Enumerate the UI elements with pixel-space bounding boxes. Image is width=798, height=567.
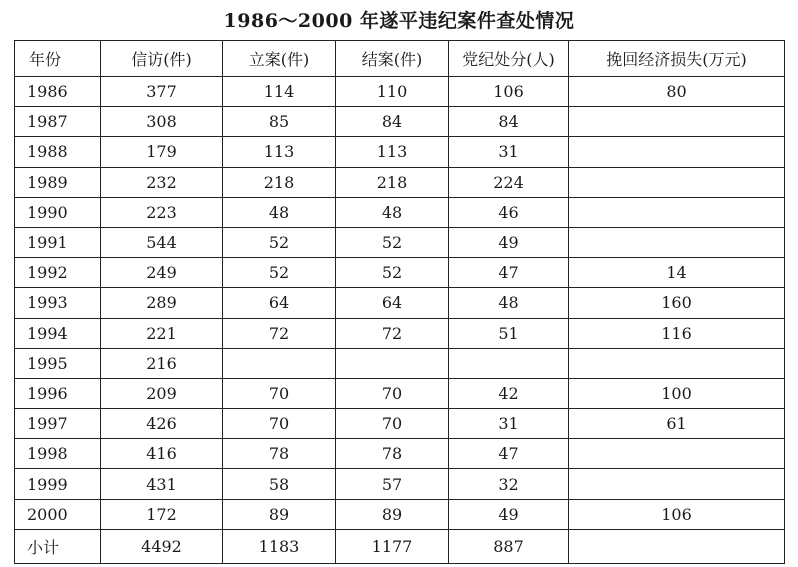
table-row [15,318,785,348]
cell-cases-closed: 52 [336,258,449,288]
cell-cases-filed: 72 [223,318,336,348]
case-statistics-table [14,40,785,564]
column-header-party-discipline: 党纪处分(人) [449,41,569,77]
cell-petitions: 249 [101,258,223,288]
cell-petitions: 289 [101,288,223,318]
table-row [15,439,785,469]
cell-recovered-losses: 80 [569,77,785,107]
cell-petitions: 221 [101,318,223,348]
cell-petitions: 416 [101,439,223,469]
cell-recovered-losses [569,227,785,257]
cell-year: 1995 [15,348,101,378]
cell-party-discipline: 47 [449,258,569,288]
cell-recovered-losses [569,348,785,378]
cell-cases-filed: 70 [223,409,336,439]
cell-cases-filed: 218 [223,167,336,197]
column-header-year: 年份 [15,41,101,77]
cell-recovered-losses [569,197,785,227]
cell-year: 1998 [15,439,101,469]
cell-year: 1988 [15,137,101,167]
cell-petitions: 426 [101,409,223,439]
table-row [15,499,785,529]
cell-cases-closed: 48 [336,197,449,227]
cell-cases-filed: 70 [223,378,336,408]
cell-year: 1990 [15,197,101,227]
table-row [15,137,785,167]
table-row [15,378,785,408]
cell-cases-closed: 78 [336,439,449,469]
cell-petitions: 431 [101,469,223,499]
cell-cases-closed: 64 [336,288,449,318]
cell-year: 1996 [15,378,101,408]
cell-cases-filed [223,348,336,378]
cell-year: 1999 [15,469,101,499]
cell-year: 1991 [15,227,101,257]
table-row [15,77,785,107]
table-row [15,348,785,378]
cell-recovered-losses: 14 [569,258,785,288]
cell-recovered-losses: 116 [569,318,785,348]
cell-recovered-losses: 61 [569,409,785,439]
cell-cases-closed: 84 [336,107,449,137]
cell-party-discipline: 31 [449,137,569,167]
cell-party-discipline: 49 [449,499,569,529]
cell-year: 1994 [15,318,101,348]
cell-cases-closed: 72 [336,318,449,348]
cell-party-discipline: 84 [449,107,569,137]
cell-recovered-losses [569,137,785,167]
cell-cases-closed: 52 [336,227,449,257]
table-row [15,258,785,288]
cell-party-discipline: 42 [449,378,569,408]
table-body [15,77,785,564]
cell-party-discipline: 106 [449,77,569,107]
cell-cases-filed: 114 [223,77,336,107]
cell-cases-closed: 57 [336,469,449,499]
cell-cases-closed: 89 [336,499,449,529]
total-cell-year: 小计 [15,529,101,563]
cell-cases-filed: 85 [223,107,336,137]
cell-party-discipline: 51 [449,318,569,348]
cell-petitions: 209 [101,378,223,408]
cell-year: 1989 [15,167,101,197]
cell-recovered-losses [569,469,785,499]
table-title: 1986～2000 年遂平违纪案件查处情况 [223,10,575,32]
cell-petitions: 223 [101,197,223,227]
cell-year: 1986 [15,77,101,107]
cell-recovered-losses: 160 [569,288,785,318]
cell-recovered-losses: 100 [569,378,785,408]
cell-petitions: 172 [101,499,223,529]
total-cell-party-discipline: 887 [449,529,569,563]
cell-cases-filed: 78 [223,439,336,469]
cell-cases-filed: 48 [223,197,336,227]
cell-cases-filed: 52 [223,227,336,257]
cell-party-discipline: 224 [449,167,569,197]
cell-year: 1987 [15,107,101,137]
cell-party-discipline: 47 [449,439,569,469]
cell-cases-closed: 113 [336,137,449,167]
cell-petitions: 308 [101,107,223,137]
cell-party-discipline: 46 [449,197,569,227]
cell-petitions: 377 [101,77,223,107]
cell-petitions: 179 [101,137,223,167]
cell-party-discipline: 48 [449,288,569,318]
cell-year: 1997 [15,409,101,439]
header-row [15,41,785,77]
cell-year: 1992 [15,258,101,288]
cell-cases-filed: 89 [223,499,336,529]
column-header-cases-filed: 立案(件) [223,41,336,77]
cell-party-discipline [449,348,569,378]
column-header-recovered-losses: 挽回经济损失(万元) [569,41,785,77]
cell-petitions: 232 [101,167,223,197]
table-row [15,469,785,499]
cell-party-discipline: 31 [449,409,569,439]
table-row [15,197,785,227]
cell-party-discipline: 32 [449,469,569,499]
cell-cases-filed: 64 [223,288,336,318]
table-row [15,167,785,197]
table-row [15,288,785,318]
total-cell-cases-closed: 1177 [336,529,449,563]
cell-cases-closed: 70 [336,378,449,408]
cell-cases-closed: 70 [336,409,449,439]
cell-recovered-losses [569,167,785,197]
total-row [15,529,785,563]
cell-cases-closed: 110 [336,77,449,107]
column-header-petitions: 信访(件) [101,41,223,77]
cell-cases-filed: 52 [223,258,336,288]
cell-petitions: 216 [101,348,223,378]
total-cell-petitions: 4492 [101,529,223,563]
cell-cases-closed [336,348,449,378]
table-row [15,409,785,439]
total-cell-recovered-losses [569,529,785,563]
column-header-cases-closed: 结案(件) [336,41,449,77]
cell-party-discipline: 49 [449,227,569,257]
cell-year: 1993 [15,288,101,318]
cell-recovered-losses: 106 [569,499,785,529]
cell-cases-filed: 58 [223,469,336,499]
cell-year: 2000 [15,499,101,529]
cell-recovered-losses [569,439,785,469]
cell-recovered-losses [569,107,785,137]
table-row [15,107,785,137]
table-row [15,227,785,257]
cell-cases-filed: 113 [223,137,336,167]
total-cell-cases-filed: 1183 [223,529,336,563]
cell-cases-closed: 218 [336,167,449,197]
cell-petitions: 544 [101,227,223,257]
